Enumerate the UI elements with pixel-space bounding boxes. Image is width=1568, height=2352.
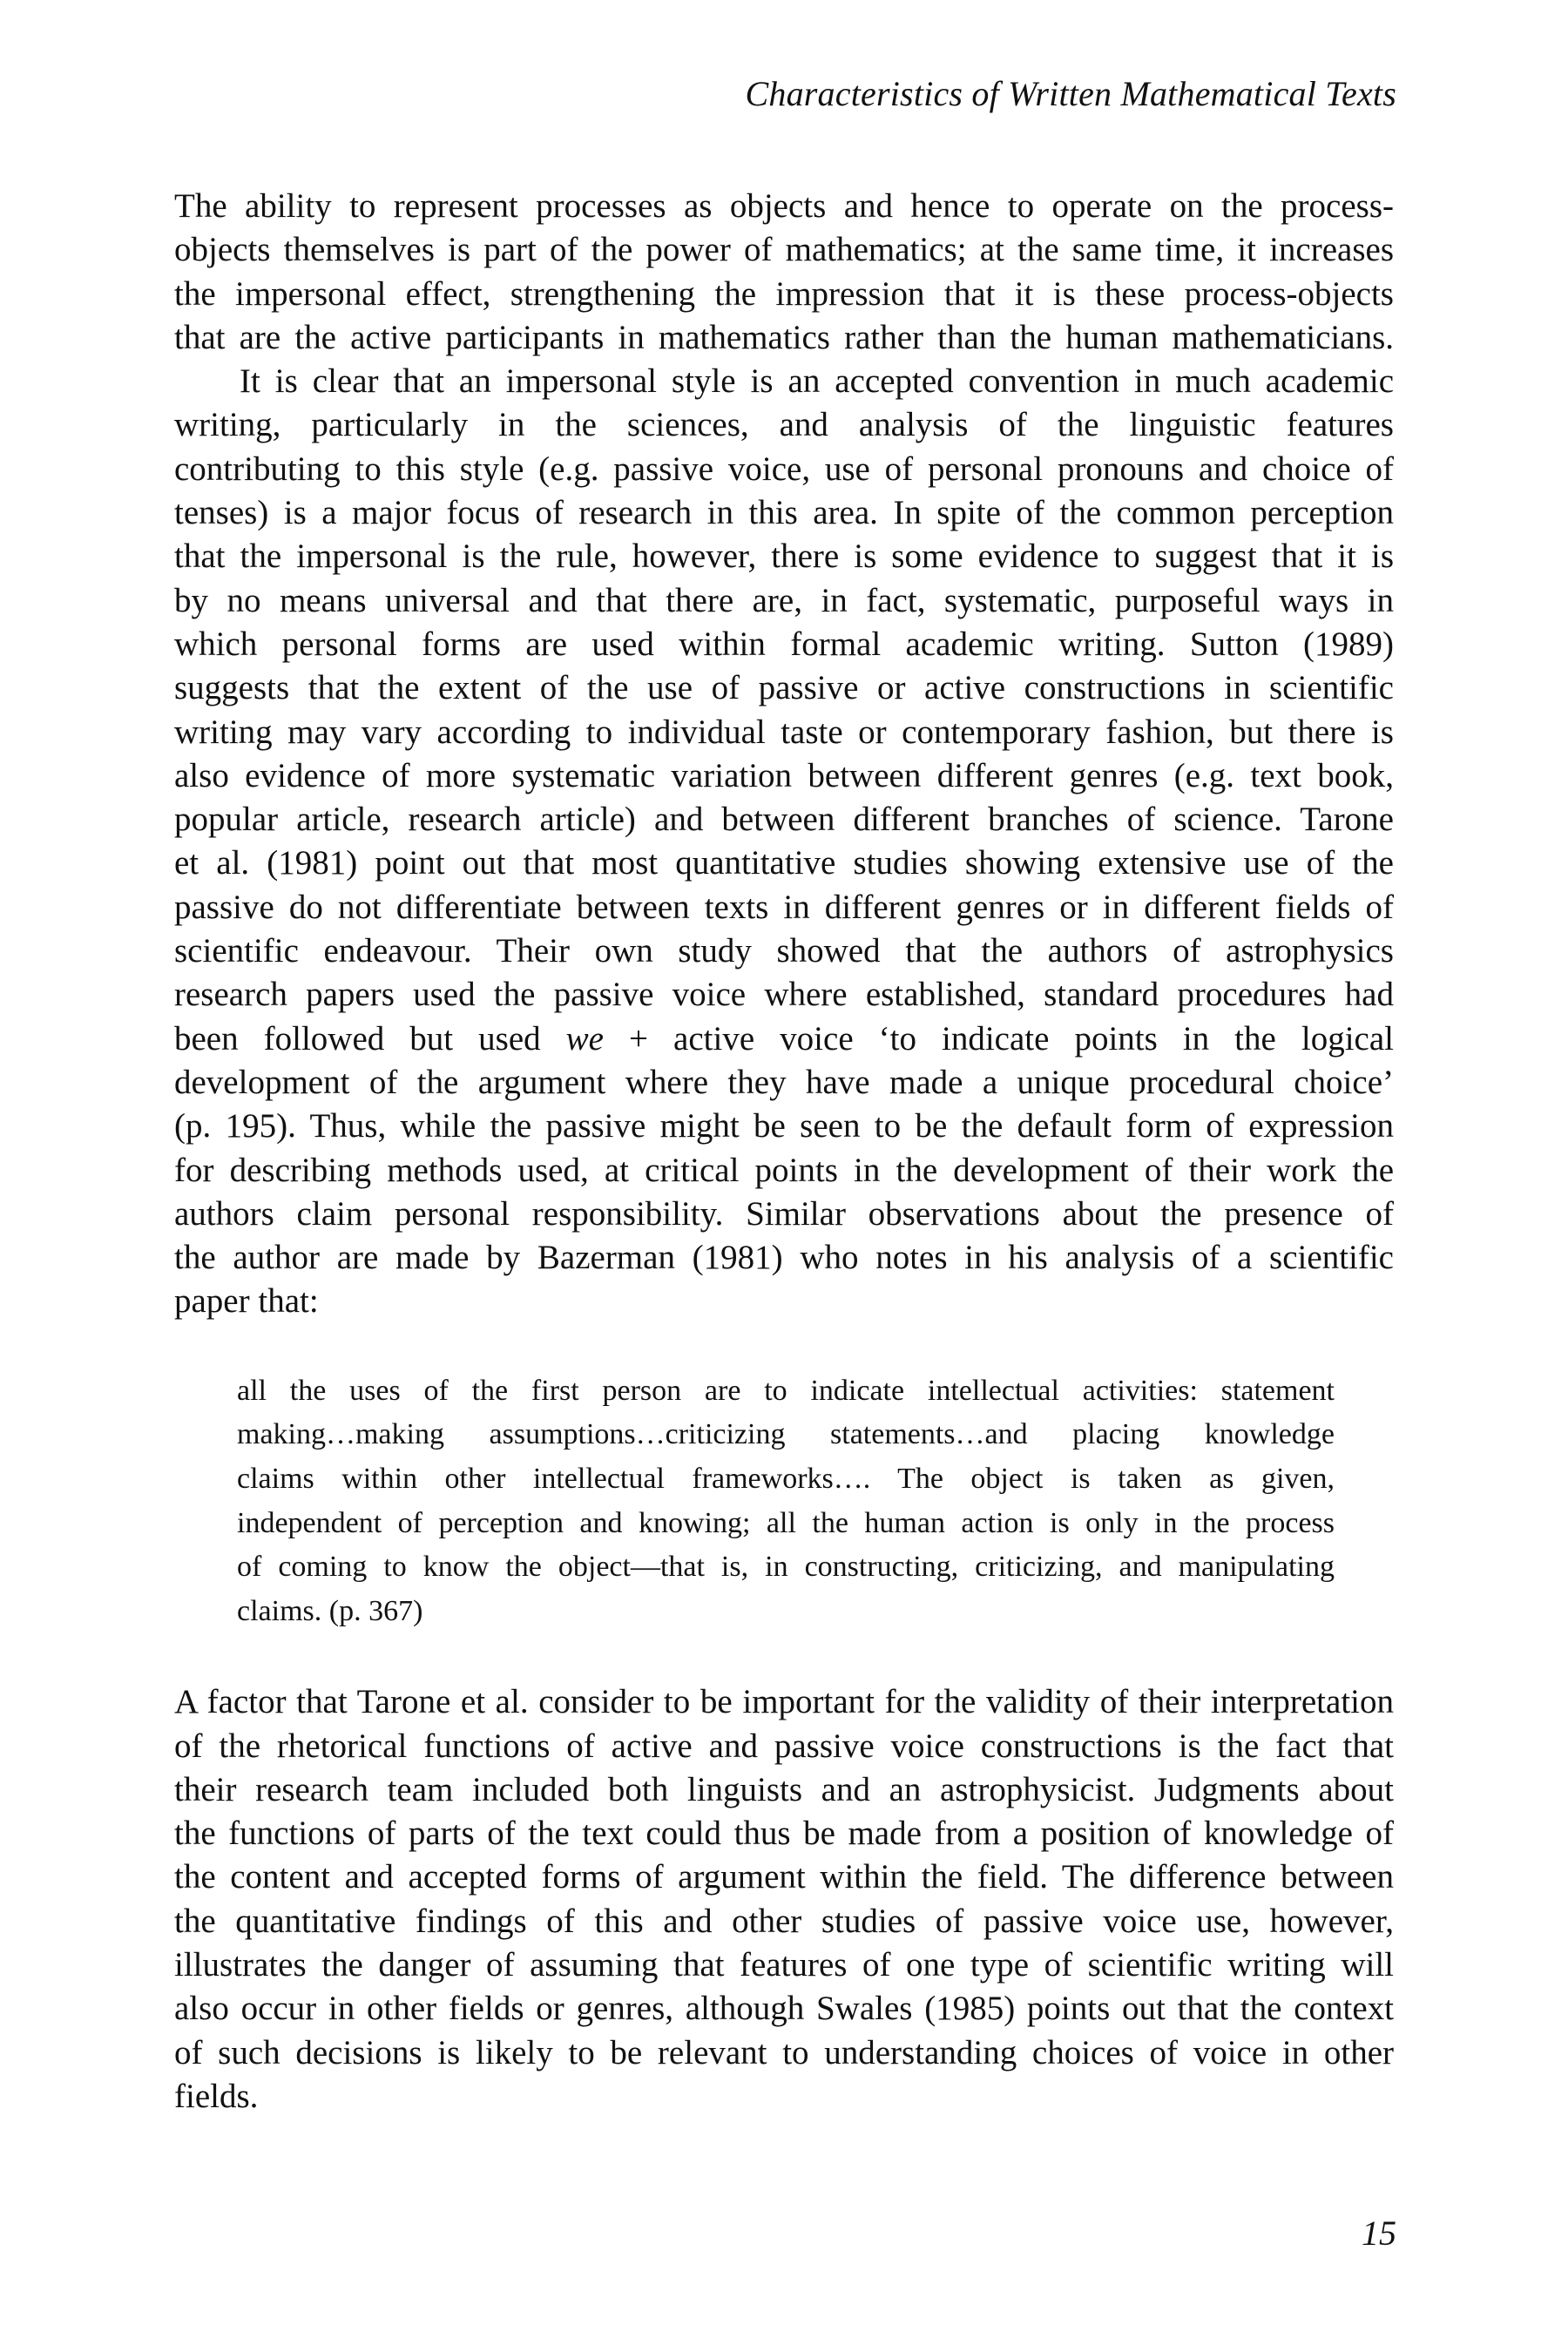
text-run: + active voice ‘to indicate points in the logical [604, 1019, 1394, 1058]
text-line: passive do not differentiate between texts in different genres or in different fields of [174, 888, 1394, 926]
text-line: writing may vary according to individual taste or contemporary fashion, but there is [174, 713, 1394, 751]
text-line: the quantitative findings of this and other studies of passive voice use, however, [174, 1902, 1394, 1940]
paragraph-2 [174, 360, 1394, 1324]
block-quote [237, 1369, 1335, 1634]
text-line: also occur in other fields or genres, although Swales (1985) points out that the context [174, 1990, 1394, 2028]
text-line: scientific endeavour. Their own study showed that the authors of astrophysics [174, 932, 1394, 970]
text-line [174, 1017, 1394, 1061]
text-line: authors claim personal responsibility. Similar observations about the presence of [174, 1194, 1394, 1233]
text-line: objects themselves is part of the power of mathematics; at the same time, it increases [174, 231, 1394, 269]
text-line: suggests that the extent of the use of passive or active constructions in scientific [174, 669, 1394, 707]
text-line: the impersonal effect, strengthening the impression that it is these process-objects [174, 274, 1394, 313]
text-line: et al. (1981) point out that most quantitative studies showing extensive use of the [174, 844, 1394, 882]
text-line: their research team included both linguists and an astrophysicist. Judgments about [174, 1770, 1394, 1808]
text-line: by no means universal and that there are, in fact, systematic, purposeful ways in [174, 581, 1394, 619]
text-line: for describing methods used, at critical points in the development of their work the [174, 1151, 1394, 1189]
quote-line: claims within other intellectual frameworks…. The object is taken as given, [237, 1462, 1335, 1495]
body-text [174, 185, 1394, 2119]
text-line: development of the argument where they have made a unique procedural choice’ [174, 1063, 1394, 1101]
page-number: 15 [1362, 2213, 1396, 2253]
text-line: that the impersonal is the rule, however, there is some evidence to suggest that it is [174, 537, 1394, 576]
running-head: Characteristics of Written Mathematical Texts [745, 74, 1396, 113]
quote-line: independent of perception and knowing; all the human action is only in the process [237, 1506, 1335, 1539]
text-line: contributing to this style (e.g. passive voice, use of personal pronouns and choice of [174, 449, 1394, 488]
text-line: paper that: [174, 1282, 319, 1321]
text-line: that are the active participants in mathematics rather than the human mathematicians. [174, 318, 1394, 356]
text-line: tenses) is a major focus of research in this area. In spite of the common perception [174, 494, 1394, 532]
text-line: writing, particularly in the sciences, and analysis of the linguistic features [174, 406, 1394, 444]
text-line: popular article, research article) and between different branches of science. Tarone [174, 801, 1394, 839]
paragraph-3 [174, 1680, 1394, 2119]
text-line: the content and accepted forms of argument within the field. The difference between [174, 1858, 1394, 1896]
text-line: It is clear that an impersonal style is an accepted convention in much academic [240, 362, 1394, 401]
text-line: (p. 195). Thus, while the passive might be seen to be the default form of expression [174, 1107, 1394, 1146]
text-line: research papers used the passive voice where established, standard procedures had [174, 976, 1394, 1014]
text-line: of such decisions is likely to be relevant to understanding choices of voice in other [174, 2033, 1394, 2072]
text-line: of the rhetorical functions of active and passive voice constructions is the fact that [174, 1727, 1394, 1765]
quote-line: making…making assumptions…criticizing statements…and placing knowledge [237, 1418, 1335, 1451]
text-line: fields. [174, 2077, 259, 2115]
text-line: A factor that Tarone et al. consider to be important for the validity of their interpretation [174, 1683, 1394, 1721]
text-run: been followed but used [174, 1019, 566, 1058]
text-line: the functions of parts of the text could thus be made from a position of knowledge of [174, 1815, 1394, 1853]
text-line: The ability to represent processes as objects and hence to operate on the process- [174, 187, 1394, 225]
text-line: the author are made by Bazerman (1981) who notes in his analysis of a scientific [174, 1239, 1394, 1277]
quote-line: of coming to know the object—that is, in constructing, criticizing, and manipulating [237, 1551, 1335, 1584]
quote-line: all the uses of the first person are to indicate intellectual activities: statement [237, 1374, 1335, 1407]
paragraph-1 [174, 185, 1394, 360]
italic-we: we [565, 1019, 604, 1058]
text-line: which personal forms are used within formal academic writing. Sutton (1989) [174, 625, 1394, 663]
quote-line: claims. (p. 367) [237, 1594, 423, 1627]
text-line: illustrates the danger of assuming that features of one type of scientific writing will [174, 1946, 1394, 1984]
text-line: also evidence of more systematic variation between different genres (e.g. text book, [174, 756, 1394, 794]
